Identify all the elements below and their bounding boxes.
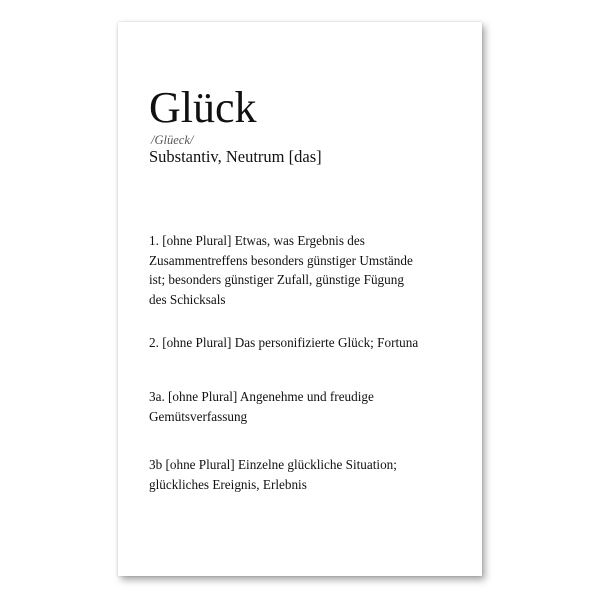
sense-line: ist; besonders günstiger Zufall, günstige Fügung (149, 272, 404, 287)
sense-line: 3b [ohne Plural] Einzelne glückliche Situation; (149, 457, 397, 472)
sense-line: 1. [ohne Plural] Etwas, was Ergebnis des (149, 233, 365, 248)
part-of-speech: Substantiv, Neutrum [das] (149, 147, 322, 166)
sense-line: 2. [ohne Plural] Das personifizierte Glück; Fortuna (149, 335, 419, 350)
sense-line: glückliches Ereignis, Erlebnis (149, 476, 307, 492)
headword: Glück (149, 83, 257, 132)
sense-line: Gemütsverfassung (149, 408, 248, 424)
sense-2 (149, 333, 459, 353)
sense-3a (149, 387, 459, 426)
sense-3b (149, 455, 459, 494)
sense-1 (149, 231, 459, 309)
pronunciation: /Glüeck/ (151, 133, 194, 147)
sense-line: 3a. [ohne Plural] Angenehme und freudige (149, 389, 374, 404)
sense-line: des Schicksals (149, 291, 226, 307)
sense-line: Zusammentreffens besonders günstiger Umstände (149, 252, 413, 268)
definition-poster (118, 22, 482, 576)
